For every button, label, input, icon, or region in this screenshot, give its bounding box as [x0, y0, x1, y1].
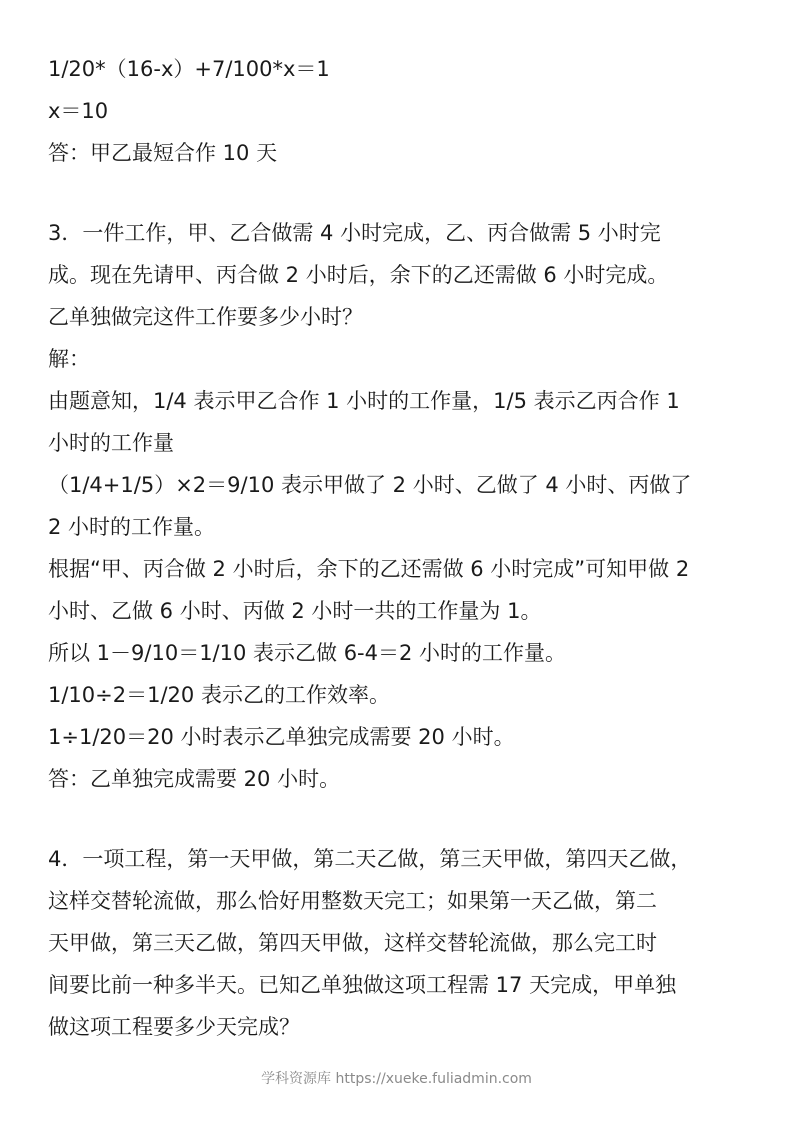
text-line: 乙单独做完这件工作要多少小时？	[48, 305, 363, 329]
document-body	[48, 48, 748, 1048]
text-line: x＝10	[48, 99, 109, 123]
text-line: 成。现在先请甲、丙合做 2 小时后，余下的乙还需做 6 小时完成。	[48, 263, 669, 287]
text-line: 间要比前一种多半天。已知乙单独做这项工程需 17 天完成，甲单独	[48, 973, 677, 997]
text-line: 由题意知，1/4 表示甲乙合作 1 小时的工作量，1/5 表示乙丙合作 1	[48, 389, 680, 413]
text-line: 做这项工程要多少天完成？	[48, 1015, 300, 1039]
section-gap	[48, 800, 748, 838]
text-line: 1÷1/20＝20 小时表示乙单独完成需要 20 小时。	[48, 725, 515, 749]
page-footer: 学科资源库 https://xueke.fuliadmin.com	[261, 1071, 532, 1087]
problem-4	[48, 838, 748, 1048]
text-line: （1/4+1/5）×2＝9/10 表示甲做了 2 小时、乙做了 4 小时、丙做了	[48, 473, 692, 497]
text-line: 这样交替轮流做，那么恰好用整数天完工；如果第一天乙做，第二	[48, 889, 657, 913]
text-line: 答：甲乙最短合作 10 天	[48, 141, 278, 165]
text-line: 根据“甲、丙合做 2 小时后，余下的乙还需做 6 小时完成”可知甲做 2	[48, 557, 690, 581]
text-line: 小时、乙做 6 小时、丙做 2 小时一共的工作量为 1。	[48, 599, 542, 623]
text-line: 1/20*（16-x）+7/100*x＝1	[48, 57, 330, 81]
text-line: 天甲做，第三天乙做，第四天甲做，这样交替轮流做，那么完工时	[48, 931, 657, 955]
section-gap	[48, 174, 748, 212]
text-line: 2 小时的工作量。	[48, 515, 216, 539]
text-line: 4．一项工程，第一天甲做，第二天乙做，第三天甲做，第四天乙做，	[48, 847, 692, 871]
text-line: 解：	[48, 347, 90, 371]
text-line: 1/10÷2＝1/20 表示乙的工作效率。	[48, 683, 390, 707]
text-line: 3．一件工作，甲、乙合做需 4 小时完成，乙、丙合做需 5 小时完	[48, 221, 661, 245]
text-line: 所以 1－9/10＝1/10 表示乙做 6-4＝2 小时的工作量。	[48, 641, 567, 665]
part-1	[48, 48, 748, 174]
problem-3	[48, 212, 748, 800]
text-line: 答：乙单独完成需要 20 小时。	[48, 767, 341, 791]
text-line: 小时的工作量	[48, 431, 174, 455]
